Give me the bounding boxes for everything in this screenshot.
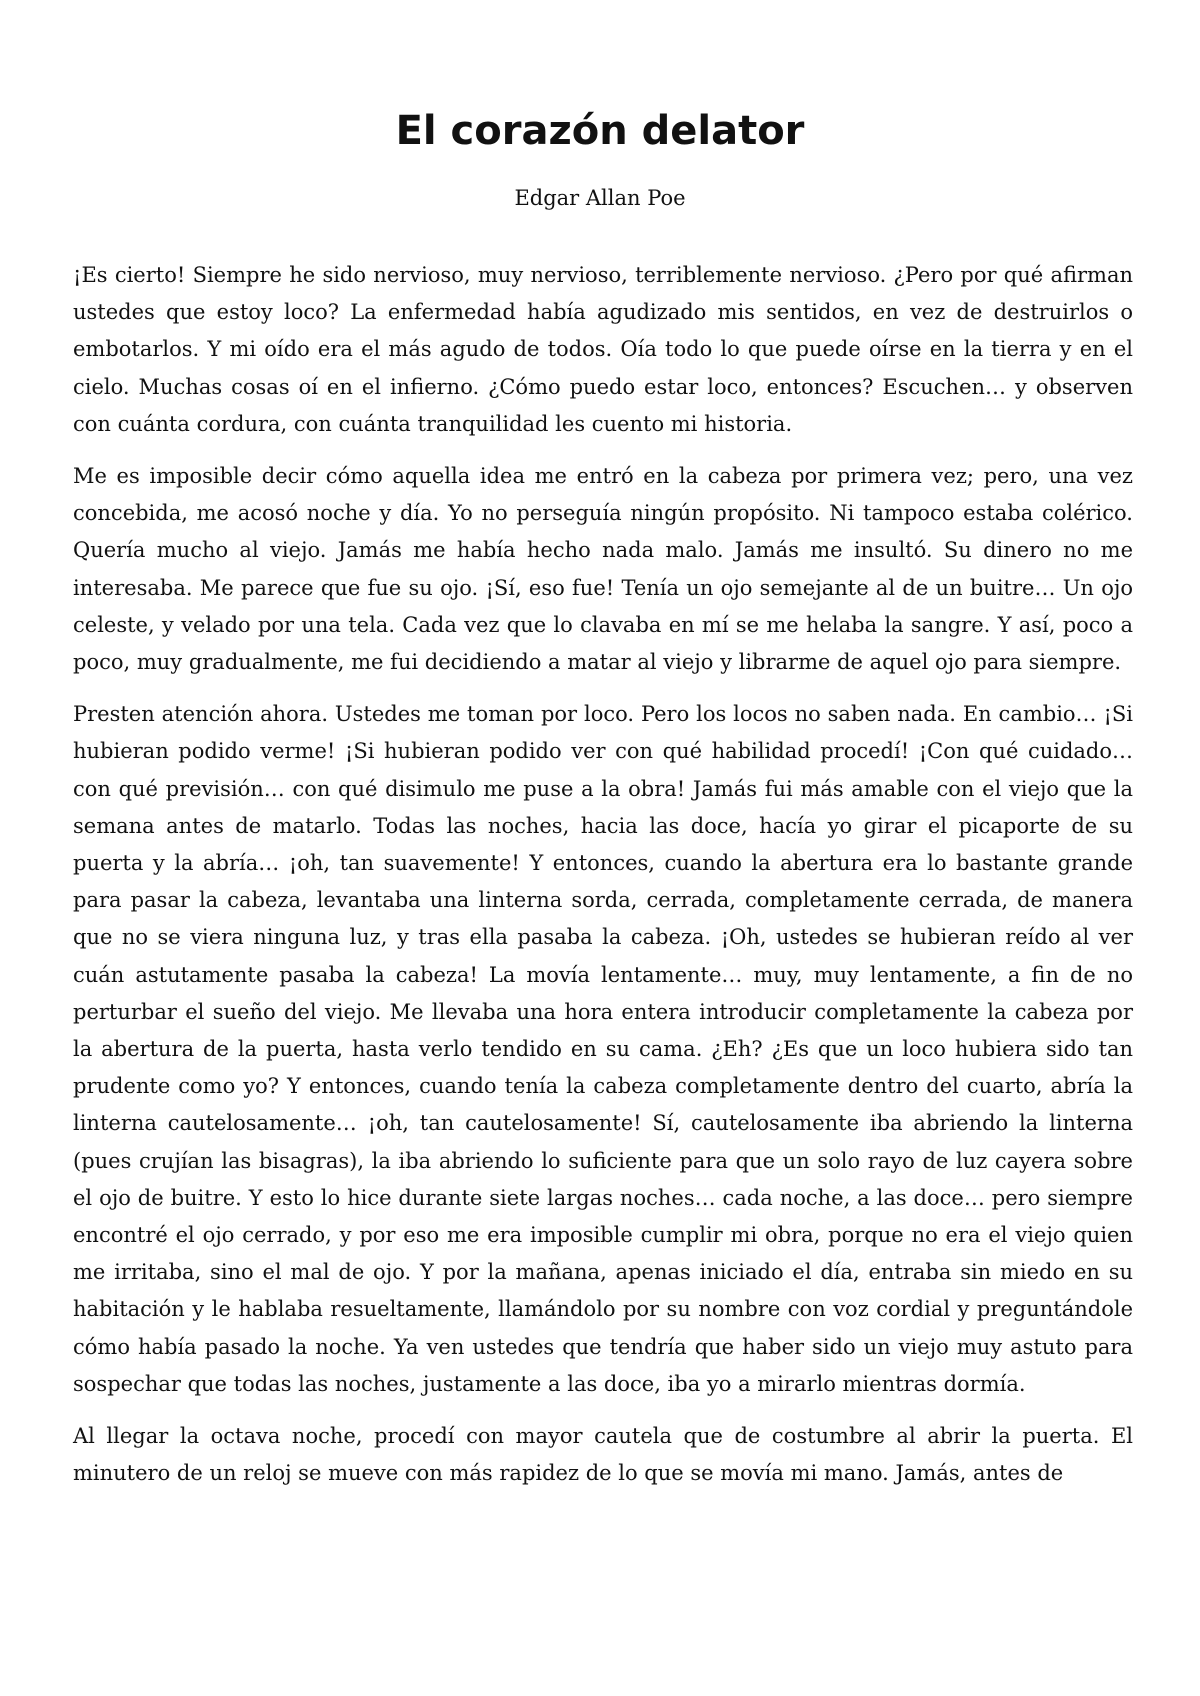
paragraph: Al llegar la octava noche, procedí con mayor cautela que de costumbre al abrir la puerta. El minutero de un reloj se mueve con más rapidez de lo que se movía mi mano. Jamás, antes de xyxy=(73,1424,1133,1486)
document-author: Edgar Allan Poe xyxy=(514,186,686,210)
paragraph: Me es imposible decir cómo aquella idea me entró en la cabeza por primera vez; pero, una vez concebida, me acosó noche y día. Yo no perseguía ningún propósito. Ni tampoco estaba colérico. Quería mucho al viejo. Jamás me había hecho nada malo. Jamás me insultó. Su dinero no me interesaba. Me parece que fue su ojo. ¡Sí, eso fue! Tenía un ojo semejante al de un buitre… Un ojo celeste, y velado por una tela. Cada vez que lo clavaba en mí se me helaba la sangre. Y así, poco a poco, muy gradualmente, me fui decidiendo a matar al viejo y librarme de aquel ojo para siempre. xyxy=(73,464,1133,675)
paragraph: ¡Es cierto! Siempre he sido nervioso, muy nervioso, terriblemente nervioso. ¿Pero por qué afirman ustedes que estoy loco? La enfermedad había agudizado mis sentidos, en vez de destruirlos o embotarlos. Y mi oído era el más agudo de todos. Oía todo lo que puede oírse en la tierra y en el cielo. Muchas cosas oí en el infierno. ¿Cómo puedo estar loco, entonces? Escuchen… y observen con cuánta cordura, con cuánta tranquilidad les cuento mi historia. xyxy=(73,263,1133,436)
paragraph: Presten atención ahora. Ustedes me toman por loco. Pero los locos no saben nada. En cambio… ¡Si hubieran podido verme! ¡Si hubieran podido ver con qué habilidad procedí! ¡Con qué cuidado… con qué previsión… con qué disimulo me puse a la obra! Jamás fui más amable con el viejo que la semana antes de matarlo. Todas las noches, hacia las doce, hacía yo girar el picaporte de su puerta y la abría… ¡oh, tan suavemente! Y entonces, cuando la abertura era lo bastante grande para pasar la cabeza, levantaba una linterna sorda, cerrada, completamente cerrada, de manera que no se viera ninguna luz, y tras ella pasaba la cabeza. ¡Oh, ustedes se hubieran reído al ver cuán astutamente pasaba la cabeza! La movía lentamente… muy, muy lentamente, a fin de no perturbar el sueño del viejo. Me llevaba una hora entera introducir completamente la cabeza por la abertura de la puerta, hasta verlo tendido en su cama. ¿Eh? ¿Es que un loco hubiera sido tan prudente como yo? Y entonces, cuando tenía la cabeza completamente dentro del cuarto, abría la linterna cautelosamente… ¡oh, tan cautelosamente! Sí, cautelosamente iba abriendo la linterna (pues crujían las bisagras), la iba abriendo lo suficiente para que un solo rayo de luz cayera sobre el ojo de buitre. Y esto lo hice durante siete largas noches… cada noche, a las doce… pero siempre encontré el ojo cerrado, y por eso me era imposible cumplir mi obra, porque no era el viejo quien me irritaba, sino el mal de ojo. Y por la mañana, apenas iniciado el día, entraba sin miedo en su habitación y le hablaba resueltamente, llamándolo por su nombre con voz cordial y preguntándole cómo había pasado la noche. Ya ven ustedes que tendría que haber sido un viejo muy astuto para sospechar que todas las noches, justamente a las doce, iba yo a mirarlo mientras dormía. xyxy=(73,702,1133,1396)
document-body xyxy=(73,257,1133,1508)
document-title: El corazón delator xyxy=(395,108,805,154)
